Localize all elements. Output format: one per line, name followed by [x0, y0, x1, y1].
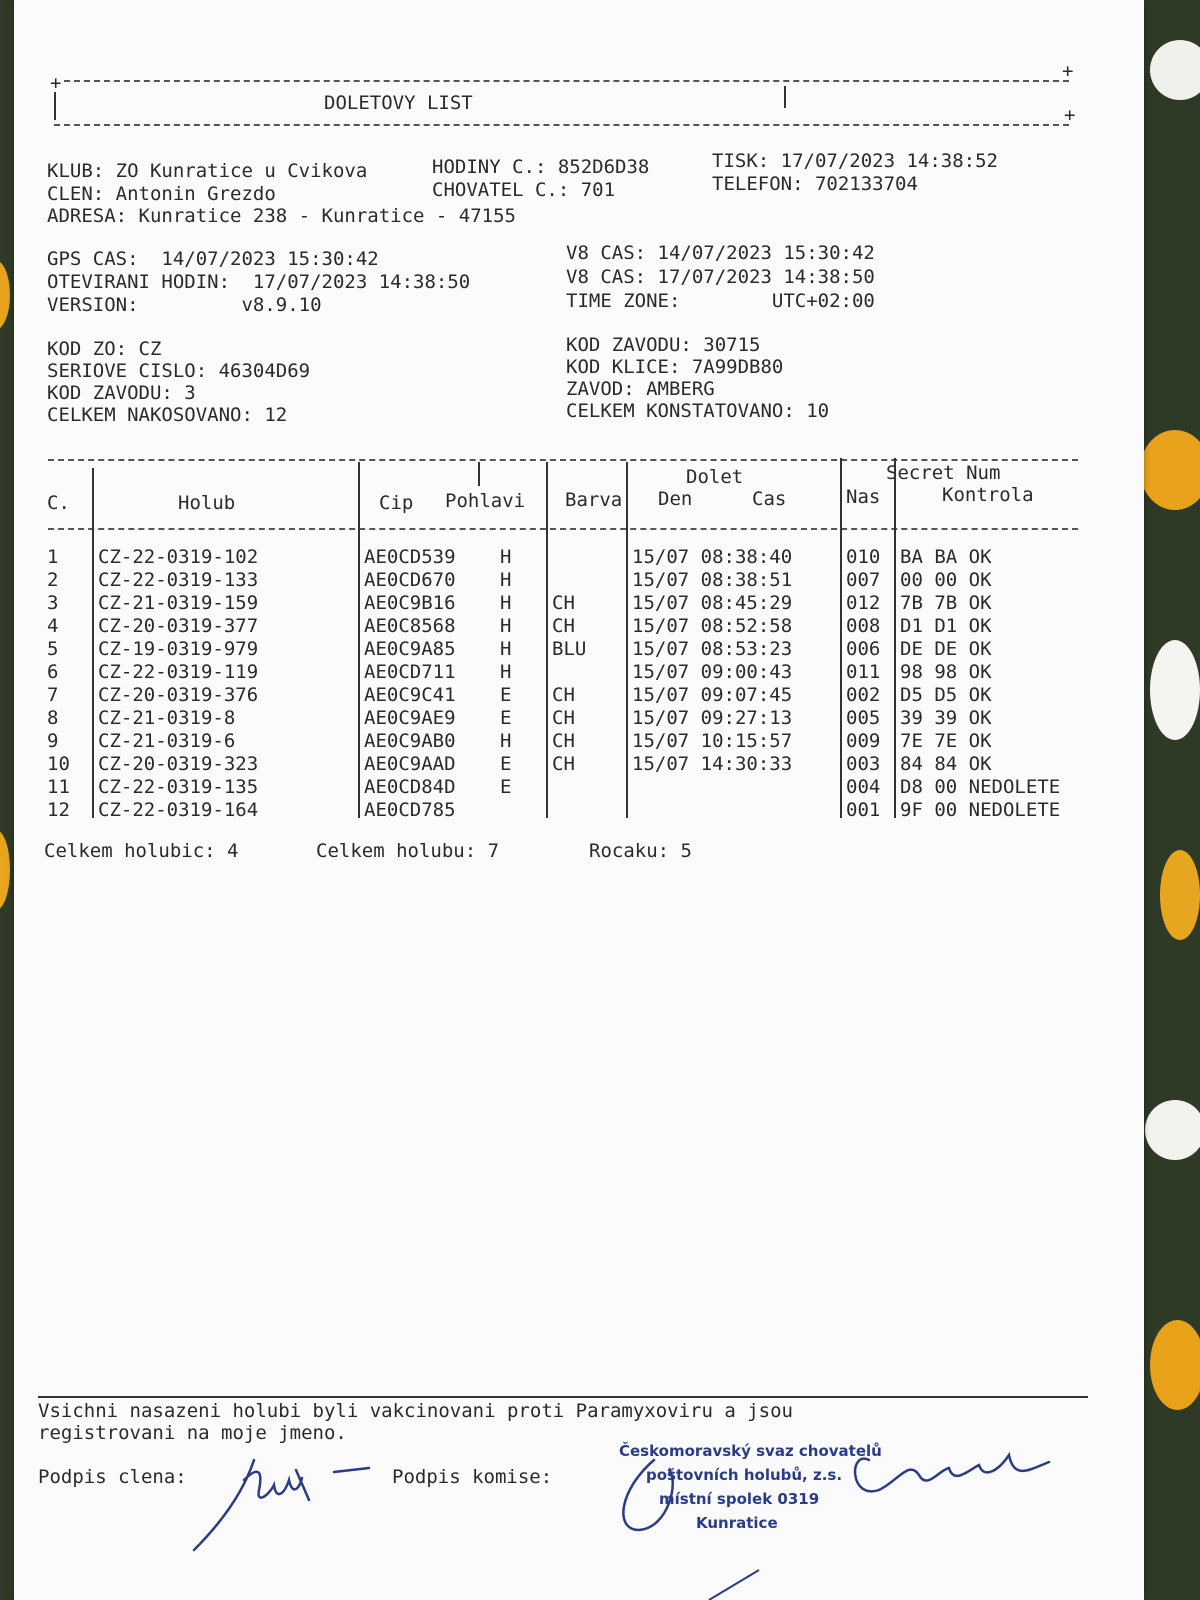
cell-barva: CH — [552, 592, 575, 614]
table-row — [14, 569, 1144, 592]
cell-barva: CH — [552, 615, 575, 637]
title-box-bottom-right-corner: + — [1064, 104, 1076, 126]
podpis-clena-label: Podpis clena: — [38, 1466, 187, 1488]
header-cip: Cip — [379, 492, 414, 514]
table-row — [14, 546, 1144, 569]
cell-barva: BLU — [552, 638, 587, 660]
title-box-top-right-corner: + — [1062, 60, 1074, 82]
cell-c: 9 — [47, 730, 59, 752]
cell-kontrola: BA BA OK — [900, 546, 992, 568]
cell-cip: AE0CD711 — [364, 661, 456, 683]
cell-nas: 003 — [846, 753, 881, 775]
title-box-top-border — [64, 80, 1069, 82]
cell-holub: CZ-20-0319-376 — [98, 684, 259, 706]
cell-holub: CZ-22-0319-119 — [98, 661, 259, 683]
kod-klice-field: KOD KLICE: 7A99DB80 — [566, 356, 784, 378]
table-row — [14, 661, 1144, 684]
table-row — [14, 684, 1144, 707]
kod-zavodu-right-field: KOD ZAVODU: 30715 — [566, 334, 761, 356]
table-row — [14, 753, 1144, 776]
cell-holub: CZ-22-0319-102 — [98, 546, 259, 568]
cell-kontrola: D5 D5 OK — [900, 684, 992, 706]
cell-c: 12 — [47, 799, 70, 821]
footer-rule — [38, 1396, 1088, 1398]
clen-field: CLEN: Antonin Grezdo — [47, 183, 276, 205]
cell-pohlavi: H — [500, 569, 512, 591]
table-row — [14, 592, 1144, 615]
cell-kontrola: 7E 7E OK — [900, 730, 992, 752]
cell-nas: 012 — [846, 592, 881, 614]
cell-cip: AE0C9AE9 — [364, 707, 456, 729]
title-box-top-corner: + — [50, 72, 62, 94]
telefon-field: TELEFON: 702133704 — [712, 173, 918, 195]
stamp-line-2: poštovních holubů, z.s. — [646, 1466, 843, 1484]
cell-c: 6 — [47, 661, 59, 683]
cell-kontrola: 98 98 OK — [900, 661, 992, 683]
podpis-komise-label: Podpis komise: — [392, 1466, 553, 1488]
declaration-line-2: registrovani na moje jmeno. — [38, 1422, 347, 1444]
committee-signature — [609, 1440, 1069, 1600]
seriove-cislo-field: SERIOVE CISLO: 46304D69 — [47, 360, 311, 382]
cell-nas: 011 — [846, 661, 881, 683]
cell-pohlavi: H — [500, 546, 512, 568]
kod-zavodu-left-field: KOD ZAVODU: 3 — [47, 382, 196, 404]
header-c: C. — [47, 492, 70, 514]
cell-pohlavi: H — [500, 730, 512, 752]
table-top-border — [48, 459, 1078, 461]
cell-pohlavi: H — [500, 592, 512, 614]
col-line-pohlavi-top — [478, 462, 480, 486]
header-barva: Barva — [565, 489, 623, 511]
cell-dolet: 15/07 08:53:23 — [632, 638, 793, 660]
cell-cip: AE0C9AAD — [364, 753, 456, 775]
cell-dolet: 15/07 08:52:58 — [632, 615, 793, 637]
cell-dolet: 15/07 08:45:29 — [632, 592, 793, 614]
chovatel-field: CHOVATEL C.: 701 — [432, 179, 616, 201]
cell-kontrola: 39 39 OK — [900, 707, 992, 729]
header-kontrola: Kontrola — [942, 484, 1034, 506]
cell-holub: CZ-21-0319-8 — [98, 707, 236, 729]
cell-holub: CZ-22-0319-135 — [98, 776, 259, 798]
cell-pohlavi: E — [500, 776, 512, 798]
cell-nas: 004 — [846, 776, 881, 798]
cell-cip: AE0CD670 — [364, 569, 456, 591]
cell-barva: CH — [552, 753, 575, 775]
cell-kontrola: 9F 00 NEDOLETE — [900, 799, 1061, 821]
cell-holub: CZ-20-0319-323 — [98, 753, 259, 775]
time-zone-field: TIME ZONE: UTC+02:00 — [566, 290, 875, 312]
cell-pohlavi: H — [500, 615, 512, 637]
cell-cip: AE0C9A85 — [364, 638, 456, 660]
cell-kontrola: 84 84 OK — [900, 753, 992, 775]
cell-dolet: 15/07 08:38:40 — [632, 546, 793, 568]
cell-barva: CH — [552, 730, 575, 752]
stamp-line-3: místní spolek 0319 — [659, 1490, 820, 1508]
cell-cip: AE0C9AB0 — [364, 730, 456, 752]
adresa-field: ADRESA: Kunratice 238 - Kunratice - 47155 — [47, 205, 516, 227]
table-row — [14, 799, 1144, 822]
cell-kontrola: D8 00 NEDOLETE — [900, 776, 1061, 798]
title-box-left-border — [54, 92, 56, 120]
klub-field: KLUB: ZO Kunratice u Cvikova — [47, 160, 368, 182]
cell-cip: AE0CD539 — [364, 546, 456, 568]
cell-pohlavi: E — [500, 707, 512, 729]
kod-zo-field: KOD ZO: CZ — [47, 338, 162, 360]
cell-kontrola: DE DE OK — [900, 638, 992, 660]
cell-nas: 010 — [846, 546, 881, 568]
otevirani-field: OTEVIRANI HODIN: 17/07/2023 14:38:50 — [47, 271, 471, 293]
stamp-line-1: Českomoravský svaz chovatelů — [619, 1442, 882, 1460]
cell-pohlavi: H — [500, 661, 512, 683]
summary-holubic: Celkem holubic: 4 — [44, 840, 239, 862]
version-field: VERSION: v8.9.10 — [47, 294, 322, 316]
table-row — [14, 776, 1144, 799]
header-nas: Nas — [846, 486, 881, 508]
cell-dolet: 15/07 08:38:51 — [632, 569, 793, 591]
cell-c: 2 — [47, 569, 59, 591]
cell-nas: 005 — [846, 707, 881, 729]
cell-kontrola: 7B 7B OK — [900, 592, 992, 614]
cell-holub: CZ-22-0319-164 — [98, 799, 259, 821]
cell-barva: CH — [552, 707, 575, 729]
table-row — [14, 707, 1144, 730]
header-dolet: Dolet — [686, 466, 744, 488]
summary-holubu: Celkem holubu: 7 — [316, 840, 500, 862]
celkem-nakosovano-field: CELKEM NAKOSOVANO: 12 — [47, 404, 288, 426]
table-row — [14, 638, 1144, 661]
cell-c: 1 — [47, 546, 59, 568]
celkem-konstatovano-field: CELKEM KONSTATOVANO: 10 — [566, 400, 830, 422]
cell-pohlavi: H — [500, 638, 512, 660]
zavod-field: ZAVOD: AMBERG — [566, 378, 715, 400]
v8-cas-1-field: V8 CAS: 14/07/2023 15:30:42 — [566, 242, 875, 264]
tisk-field: TISK: 17/07/2023 14:38:52 — [712, 150, 998, 172]
v8-cas-2-field: V8 CAS: 17/07/2023 14:38:50 — [566, 266, 875, 288]
title-box-bottom-border — [54, 124, 1069, 126]
declaration-line-1: Vsichni nasazeni holubi byli vakcinovani proti Paramyxoviru a jsou — [38, 1400, 793, 1422]
header-secret-num: Secret Num — [886, 462, 1001, 484]
cell-pohlavi: E — [500, 684, 512, 706]
cell-barva: CH — [552, 684, 575, 706]
cell-cip: AE0C9C41 — [364, 684, 456, 706]
cell-kontrola: 00 00 OK — [900, 569, 992, 591]
header-pohlavi: Pohlavi — [445, 490, 526, 512]
cell-c: 7 — [47, 684, 59, 706]
cell-holub: CZ-21-0319-6 — [98, 730, 236, 752]
member-signature — [184, 1450, 384, 1560]
table-header-separator — [48, 528, 1078, 530]
table-row — [14, 615, 1144, 638]
cell-cip: AE0C8568 — [364, 615, 456, 637]
cell-c: 4 — [47, 615, 59, 637]
cell-nas: 008 — [846, 615, 881, 637]
table-row — [14, 730, 1144, 753]
page-title: DOLETOVY LIST — [324, 92, 473, 114]
cell-pohlavi: E — [500, 753, 512, 775]
cell-dolet: 15/07 14:30:33 — [632, 753, 793, 775]
cell-cip: AE0C9B16 — [364, 592, 456, 614]
cell-holub: CZ-19-0319-979 — [98, 638, 259, 660]
cell-holub: CZ-21-0319-159 — [98, 592, 259, 614]
cell-nas: 006 — [846, 638, 881, 660]
stamp-line-4: Kunratice — [696, 1514, 778, 1532]
header-holub: Holub — [178, 492, 236, 514]
header-cas: Cas — [752, 488, 787, 510]
gps-cas-field: GPS CAS: 14/07/2023 15:30:42 — [47, 248, 379, 270]
header-den: Den — [658, 488, 693, 510]
cell-cip: AE0CD84D — [364, 776, 456, 798]
cell-c: 3 — [47, 592, 59, 614]
cell-dolet: 15/07 09:00:43 — [632, 661, 793, 683]
cell-c: 5 — [47, 638, 59, 660]
cell-nas: 007 — [846, 569, 881, 591]
cell-holub: CZ-20-0319-377 — [98, 615, 259, 637]
cell-nas: 001 — [846, 799, 881, 821]
cell-nas: 002 — [846, 684, 881, 706]
cell-c: 10 — [47, 753, 70, 775]
cell-dolet: 15/07 09:07:45 — [632, 684, 793, 706]
cell-cip: AE0CD785 — [364, 799, 456, 821]
cell-kontrola: D1 D1 OK — [900, 615, 992, 637]
cell-dolet: 15/07 09:27:13 — [632, 707, 793, 729]
summary-rocaku: Rocaku: 5 — [589, 840, 692, 862]
printed-sheet — [14, 0, 1144, 1600]
cell-nas: 009 — [846, 730, 881, 752]
cell-c: 11 — [47, 776, 70, 798]
cell-dolet: 15/07 10:15:57 — [632, 730, 793, 752]
cell-c: 8 — [47, 707, 59, 729]
hodiny-field: HODINY C.: 852D6D38 — [432, 156, 650, 178]
cell-holub: CZ-22-0319-133 — [98, 569, 259, 591]
title-box-inner-border — [784, 86, 786, 108]
